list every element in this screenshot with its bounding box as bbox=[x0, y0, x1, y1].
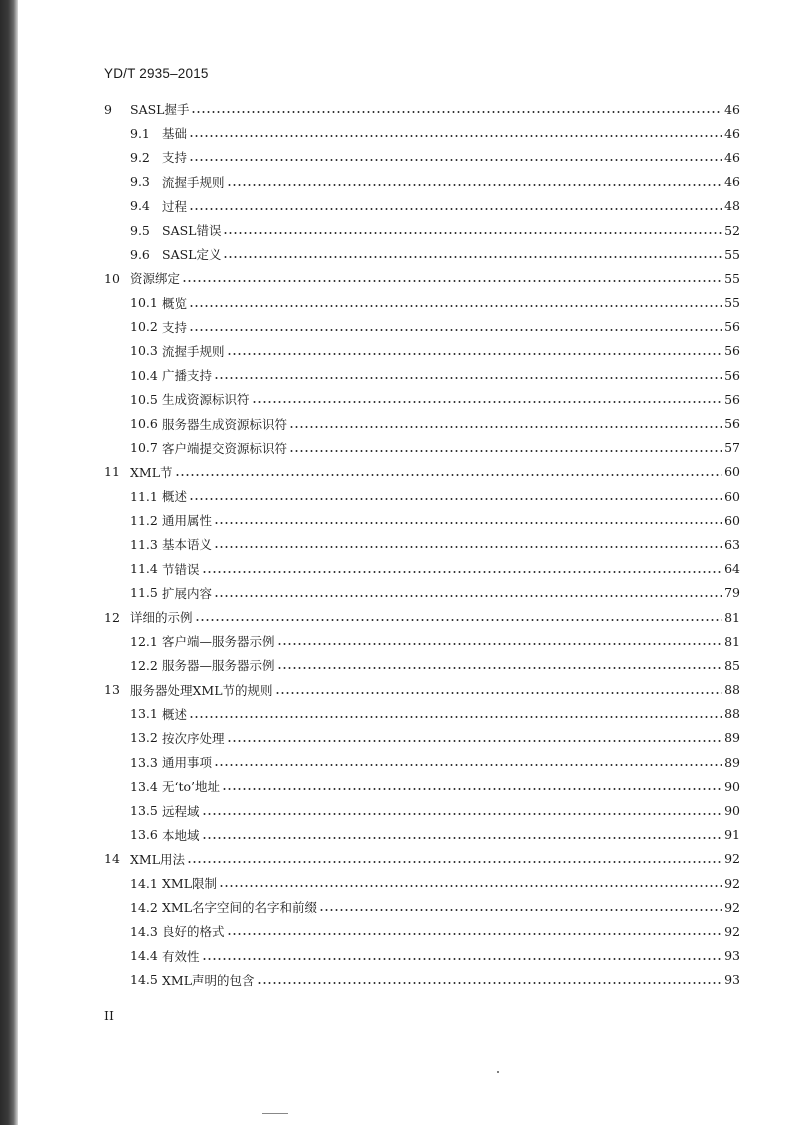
toc-entry-number: 9.1 bbox=[130, 125, 150, 141]
toc-dot-leader bbox=[189, 158, 722, 162]
toc-entry[interactable] bbox=[104, 436, 740, 460]
toc-entry[interactable] bbox=[104, 170, 740, 194]
toc-entry[interactable] bbox=[104, 557, 740, 581]
toc-entry-page: 46 bbox=[724, 174, 740, 190]
toc-entry[interactable] bbox=[104, 919, 740, 943]
toc-dot-leader bbox=[223, 255, 722, 259]
toc-entry-title: 良好的格式 bbox=[162, 924, 225, 940]
toc-entry-page: 88 bbox=[724, 682, 740, 698]
toc-entry[interactable] bbox=[104, 532, 740, 556]
toc-entry[interactable] bbox=[104, 605, 740, 629]
toc-entry[interactable] bbox=[104, 678, 740, 702]
toc-entry-page: 56 bbox=[724, 391, 740, 407]
toc-entry-page: 55 bbox=[724, 295, 740, 311]
toc-dot-leader bbox=[219, 884, 722, 888]
toc-dot-leader bbox=[175, 473, 723, 477]
toc-dot-leader bbox=[189, 134, 722, 138]
toc-entry-title: 基本语义 bbox=[162, 537, 213, 553]
toc-entry-number: 10.4 bbox=[130, 367, 158, 383]
toc-entry-page: 89 bbox=[724, 754, 740, 770]
toc-entry-number: 11.4 bbox=[130, 561, 158, 577]
toc-dot-leader bbox=[202, 957, 722, 961]
toc-entry-page: 60 bbox=[724, 464, 740, 480]
toc-entry-page: 55 bbox=[724, 246, 740, 262]
toc-dot-leader bbox=[214, 545, 722, 549]
toc-entry-number: 12.2 bbox=[130, 657, 158, 673]
toc-entry[interactable] bbox=[104, 847, 740, 871]
toc-entry-number: 10.6 bbox=[130, 416, 158, 432]
toc-entry-title: 过程 bbox=[162, 198, 188, 214]
toc-entry-title: 扩展内容 bbox=[162, 585, 213, 601]
toc-entry[interactable] bbox=[104, 726, 740, 750]
toc-entry[interactable] bbox=[104, 823, 740, 847]
toc-dot-leader bbox=[189, 715, 722, 719]
toc-entry-number: 13.6 bbox=[130, 827, 158, 843]
toc-entry-page: 90 bbox=[724, 778, 740, 794]
toc-entry-number: 9.6 bbox=[130, 246, 150, 262]
toc-entry-title: 客户端—服务器示例 bbox=[162, 634, 275, 650]
toc-entry-number: 13.4 bbox=[130, 778, 158, 794]
toc-entry-page: 92 bbox=[724, 851, 740, 867]
toc-entry-page: 81 bbox=[724, 609, 740, 625]
toc-entry-page: 92 bbox=[724, 875, 740, 891]
toc-entry-page: 81 bbox=[724, 633, 740, 649]
toc-entry-page: 56 bbox=[724, 416, 740, 432]
toc-entry-title: 通用事项 bbox=[162, 755, 213, 771]
toc-entry-page: 52 bbox=[724, 222, 740, 238]
toc-dot-leader bbox=[277, 642, 722, 646]
toc-entry-number: 13.3 bbox=[130, 754, 158, 770]
toc-dot-leader bbox=[214, 594, 722, 598]
toc-entry-number: 13.2 bbox=[130, 730, 158, 746]
toc-entry[interactable] bbox=[104, 121, 740, 145]
toc-entry[interactable] bbox=[104, 968, 740, 992]
toc-entry-page: 46 bbox=[724, 125, 740, 141]
toc-entry-page: 91 bbox=[724, 827, 740, 843]
toc-entry-title: XML节 bbox=[130, 464, 173, 480]
toc-dot-leader bbox=[189, 304, 722, 308]
toc-dot-leader bbox=[277, 666, 722, 670]
toc-entry[interactable] bbox=[104, 363, 740, 387]
toc-entry-title: 支持 bbox=[162, 319, 188, 335]
toc-entry-title: 服务器处理XML节的规则 bbox=[130, 682, 273, 698]
toc-dot-leader bbox=[319, 908, 722, 912]
toc-entry[interactable] bbox=[104, 291, 740, 315]
toc-entry-number: 14.2 bbox=[130, 899, 158, 915]
toc-dot-leader bbox=[214, 521, 722, 525]
toc-entry-number: 10.7 bbox=[130, 440, 158, 456]
toc-entry-title: 有效性 bbox=[162, 948, 200, 964]
toc-entry-number: 9.3 bbox=[130, 174, 150, 190]
toc-entry-title: 远程域 bbox=[162, 803, 200, 819]
toc-entry[interactable] bbox=[104, 411, 740, 435]
toc-entry[interactable] bbox=[104, 460, 740, 484]
toc-entry-number: 11.2 bbox=[130, 512, 158, 528]
toc-dot-leader bbox=[289, 425, 722, 429]
toc-entry-number: 11 bbox=[104, 464, 120, 480]
toc-entry-title: 按次序处理 bbox=[162, 730, 225, 746]
toc-entry-title: 本地域 bbox=[162, 827, 200, 843]
toc-entry[interactable] bbox=[104, 508, 740, 532]
toc-dot-leader bbox=[191, 110, 722, 114]
toc-entry-title: 支持 bbox=[162, 150, 188, 166]
toc-entry-page: 92 bbox=[724, 899, 740, 915]
toc-entry-title: 通用属性 bbox=[162, 513, 213, 529]
toc-entry[interactable] bbox=[104, 702, 740, 726]
toc-entry-page: 56 bbox=[724, 367, 740, 383]
table-of-contents bbox=[104, 97, 740, 992]
toc-entry-title: 流握手规则 bbox=[162, 343, 225, 359]
toc-entry-page: 64 bbox=[724, 561, 740, 577]
toc-entry[interactable] bbox=[104, 145, 740, 169]
toc-dot-leader bbox=[275, 691, 723, 695]
toc-entry-number: 13 bbox=[104, 682, 120, 698]
toc-entry-title: 节错误 bbox=[162, 561, 200, 577]
toc-entry[interactable] bbox=[104, 750, 740, 774]
toc-entry-page: 79 bbox=[724, 585, 740, 601]
toc-dot-leader bbox=[202, 570, 722, 574]
toc-entry-number: 14.1 bbox=[130, 875, 158, 891]
toc-entry-page: 89 bbox=[724, 730, 740, 746]
toc-entry-title: SASL定义 bbox=[162, 247, 222, 263]
toc-entry-title: XML名字空间的名字和前缀 bbox=[162, 900, 317, 916]
toc-entry-page: 63 bbox=[724, 536, 740, 552]
toc-entry-title: SASL握手 bbox=[130, 102, 190, 118]
toc-entry-title: 客户端提交资源标识符 bbox=[162, 440, 288, 456]
toc-dot-leader bbox=[289, 449, 722, 453]
toc-entry-title: 概述 bbox=[162, 489, 188, 505]
toc-entry-title: SASL错误 bbox=[162, 223, 222, 239]
toc-entry-title: 无‘to’地址 bbox=[162, 779, 220, 795]
toc-entry-number: 13.1 bbox=[130, 706, 158, 722]
toc-entry-number: 11.5 bbox=[130, 585, 158, 601]
toc-entry-number: 10.3 bbox=[130, 343, 158, 359]
toc-entry[interactable] bbox=[104, 895, 740, 919]
toc-entry-number: 9 bbox=[104, 101, 112, 117]
toc-entry-number: 11.1 bbox=[130, 488, 158, 504]
toc-entry-number: 9.4 bbox=[130, 198, 150, 214]
toc-dot-leader bbox=[189, 497, 722, 501]
toc-entry[interactable] bbox=[104, 581, 740, 605]
toc-entry-page: 85 bbox=[724, 657, 740, 673]
toc-entry[interactable] bbox=[104, 653, 740, 677]
toc-entry[interactable] bbox=[104, 315, 740, 339]
toc-entry-title: XML限制 bbox=[162, 876, 217, 892]
toc-entry-title: 服务器生成资源标识符 bbox=[162, 416, 288, 432]
toc-entry-page: 56 bbox=[724, 319, 740, 335]
toc-entry-page: 90 bbox=[724, 803, 740, 819]
toc-entry[interactable] bbox=[104, 242, 740, 266]
toc-entry-number: 11.3 bbox=[130, 536, 158, 552]
toc-entry-page: 60 bbox=[724, 512, 740, 528]
toc-entry[interactable] bbox=[104, 194, 740, 218]
toc-entry[interactable] bbox=[104, 484, 740, 508]
document-id-header: YD/T 2935–2015 bbox=[104, 66, 209, 81]
toc-entry[interactable] bbox=[104, 774, 740, 798]
toc-dot-leader bbox=[214, 376, 722, 380]
toc-entry-number: 10.5 bbox=[130, 391, 158, 407]
toc-entry-number: 13.5 bbox=[130, 803, 158, 819]
toc-entry-page: 55 bbox=[724, 270, 740, 286]
toc-entry-page: 48 bbox=[724, 198, 740, 214]
toc-entry-page: 46 bbox=[724, 149, 740, 165]
toc-entry-title: 概览 bbox=[162, 295, 188, 311]
toc-entry-title: 概述 bbox=[162, 706, 188, 722]
toc-entry[interactable] bbox=[104, 871, 740, 895]
toc-entry-number: 14.4 bbox=[130, 948, 158, 964]
toc-entry-title: 服务器—服务器示例 bbox=[162, 658, 275, 674]
toc-dot-leader bbox=[202, 836, 722, 840]
toc-entry-number: 14 bbox=[104, 851, 120, 867]
toc-dot-leader bbox=[252, 400, 722, 404]
toc-entry-page: 93 bbox=[724, 948, 740, 964]
toc-entry-title: 详细的示例 bbox=[130, 610, 193, 626]
toc-entry-page: 56 bbox=[724, 343, 740, 359]
scan-mark bbox=[262, 1113, 288, 1114]
toc-entry-title: 资源绑定 bbox=[130, 271, 181, 287]
toc-entry-title: 生成资源标识符 bbox=[162, 392, 250, 408]
scan-shadow-edge bbox=[0, 0, 18, 1125]
page-number: II bbox=[104, 1008, 114, 1023]
toc-entry-number: 14.3 bbox=[130, 923, 158, 939]
toc-entry[interactable] bbox=[104, 629, 740, 653]
toc-dot-leader bbox=[227, 932, 722, 936]
toc-dot-leader bbox=[227, 352, 722, 356]
toc-entry-number: 12 bbox=[104, 609, 120, 625]
toc-entry[interactable] bbox=[104, 339, 740, 363]
toc-dot-leader bbox=[189, 207, 722, 211]
toc-entry-number: 10.1 bbox=[130, 295, 158, 311]
toc-entry-page: 46 bbox=[724, 101, 740, 117]
toc-entry-page: 92 bbox=[724, 923, 740, 939]
toc-dot-leader bbox=[222, 787, 722, 791]
toc-dot-leader bbox=[227, 739, 722, 743]
toc-entry-number: 12.1 bbox=[130, 633, 158, 649]
toc-dot-leader bbox=[182, 279, 722, 283]
toc-entry-number: 14.5 bbox=[130, 972, 158, 988]
toc-dot-leader bbox=[223, 231, 722, 235]
toc-entry-page: 60 bbox=[724, 488, 740, 504]
toc-dot-leader bbox=[202, 812, 722, 816]
toc-entry[interactable] bbox=[104, 97, 740, 121]
toc-dot-leader bbox=[189, 328, 722, 332]
toc-entry-number: 10.2 bbox=[130, 319, 158, 335]
toc-entry-title: 流握手规则 bbox=[162, 174, 225, 190]
toc-entry-page: 88 bbox=[724, 706, 740, 722]
toc-entry-page: 57 bbox=[724, 440, 740, 456]
toc-entry-title: XML用法 bbox=[130, 851, 185, 867]
toc-entry-page: 93 bbox=[724, 972, 740, 988]
toc-entry-number: 9.2 bbox=[130, 149, 150, 165]
toc-dot-leader bbox=[214, 763, 722, 767]
toc-entry[interactable] bbox=[104, 387, 740, 411]
toc-entry-title: 广播支持 bbox=[162, 368, 213, 384]
toc-entry[interactable] bbox=[104, 218, 740, 242]
toc-entry[interactable] bbox=[104, 944, 740, 968]
toc-dot-leader bbox=[187, 860, 722, 864]
toc-entry-number: 9.5 bbox=[130, 222, 150, 238]
toc-dot-leader bbox=[195, 618, 722, 622]
toc-entry-number: 10 bbox=[104, 270, 120, 286]
toc-entry-title: XML声明的包含 bbox=[162, 972, 255, 988]
toc-entry-title: 基础 bbox=[162, 126, 188, 142]
toc-dot-leader bbox=[227, 183, 722, 187]
scan-speck bbox=[497, 1071, 499, 1073]
toc-entry[interactable] bbox=[104, 798, 740, 822]
toc-entry[interactable] bbox=[104, 266, 740, 290]
toc-dot-leader bbox=[257, 981, 723, 985]
